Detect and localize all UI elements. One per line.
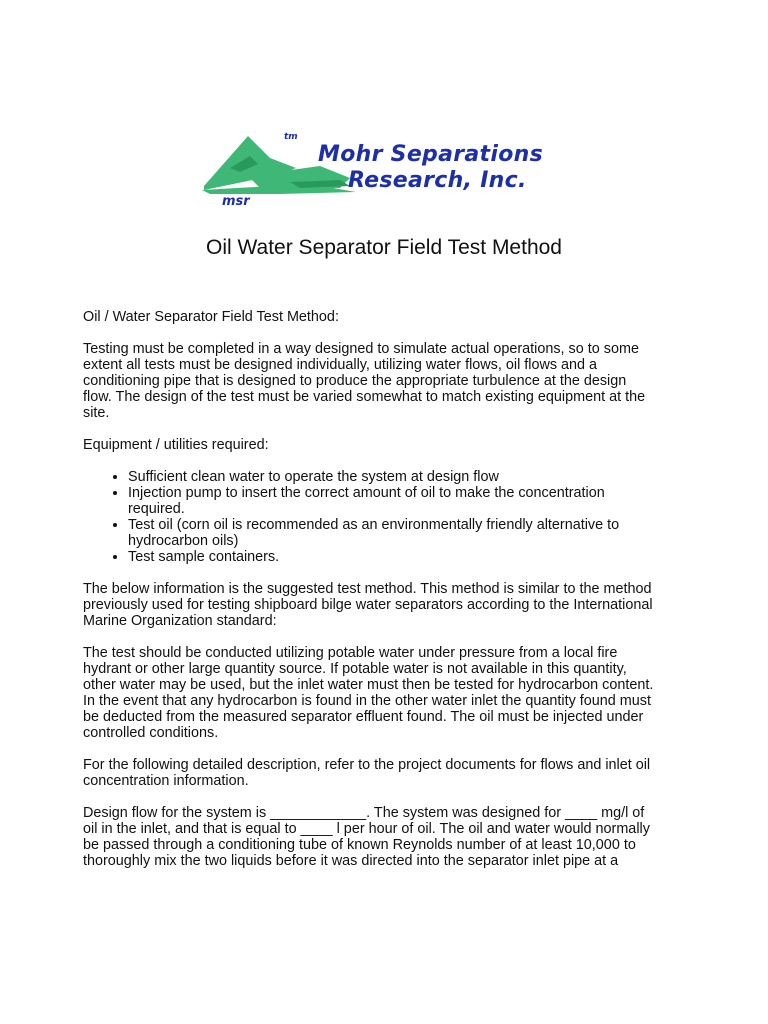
text-line: Marine Organization standard: <box>83 613 277 629</box>
text-line: • Injection pump to insert the correct amount of oil to make the concentration <box>128 485 605 501</box>
text-line: Testing must be completed in a way designed to simulate actual operations, so to some <box>83 341 639 357</box>
text-line: other water may be used, but the inlet water must then be tested for hydrocarbon content. <box>83 677 654 693</box>
list-item <box>128 469 688 485</box>
text-line: hydrant or other large quantity source. If potable water is not available in this quantity, <box>83 661 627 677</box>
text-line: conditioning pipe that is designed to produce the appropriate turbulence at the design <box>83 373 627 389</box>
text-line: extent all tests must be designed individually, utilizing water flows, oil flows and a <box>83 357 598 373</box>
company-name-line1: Mohr Separations <box>318 142 543 167</box>
text-line: concentration information. <box>83 773 249 789</box>
paragraph-potable-water <box>83 645 688 741</box>
text-line: hydrocarbon oils) <box>128 533 239 549</box>
text-line: oil in the inlet, and that is equal to ____ l per hour of oil. The oil and water would normally <box>83 821 650 837</box>
list-item <box>128 517 688 549</box>
text-line: The test should be conducted utilizing potable water under pressure from a local fire <box>83 645 618 661</box>
company-name-line2: Research, Inc. <box>348 168 527 193</box>
text-line: flow. The design of the test must be varied somewhat to match existing equipment at the <box>83 389 646 405</box>
list-item <box>128 549 688 565</box>
text-line: • Test oil (corn oil is recommended as an environmentally friendly alternative to <box>128 517 620 533</box>
text-line: site. <box>83 405 110 421</box>
text-line: Design flow for the system is ____________. The system was designed for ____ mg/l of <box>83 805 645 821</box>
equipment-heading: Equipment / utilities required: <box>83 437 269 453</box>
list-item <box>128 485 688 517</box>
trademark-mark: tm <box>284 132 298 142</box>
paragraph-testing <box>83 341 688 421</box>
text-line: be passed through a conditioning tube of known Reynolds number of at least 10,000 to <box>83 837 636 853</box>
company-logo <box>200 128 580 218</box>
paragraph-suggested-method <box>83 581 688 629</box>
text-line: previously used for testing shipboard bilge water separators according to the International <box>83 597 653 613</box>
document-body <box>83 309 688 885</box>
equipment-list <box>83 469 688 565</box>
text-line: controlled conditions. <box>83 725 219 741</box>
document-title: Oil Water Separator Field Test Method <box>206 236 562 259</box>
text-line: For the following detailed description, refer to the project documents for flows and inlet oil <box>83 757 651 773</box>
text-line: • Test sample containers. <box>128 549 280 565</box>
paragraph-design-flow <box>83 805 688 869</box>
text-line: thoroughly mix the two liquids before it was directed into the separator inlet pipe at a <box>83 853 619 869</box>
paragraph-detailed-description <box>83 757 688 789</box>
text-line: The below information is the suggested test method. This method is similar to the method <box>83 581 652 597</box>
text-line: be deducted from the measured separator effluent found. The oil must be injected under <box>83 709 644 725</box>
text-line: In the event that any hydrocarbon is found in the other water inlet the quantity found must <box>83 693 651 709</box>
section-heading: Oil / Water Separator Field Test Method: <box>83 309 339 325</box>
text-line: • Sufficient clean water to operate the system at design flow <box>128 469 499 485</box>
text-line: required. <box>128 501 185 517</box>
company-abbreviation: msr <box>222 194 250 209</box>
